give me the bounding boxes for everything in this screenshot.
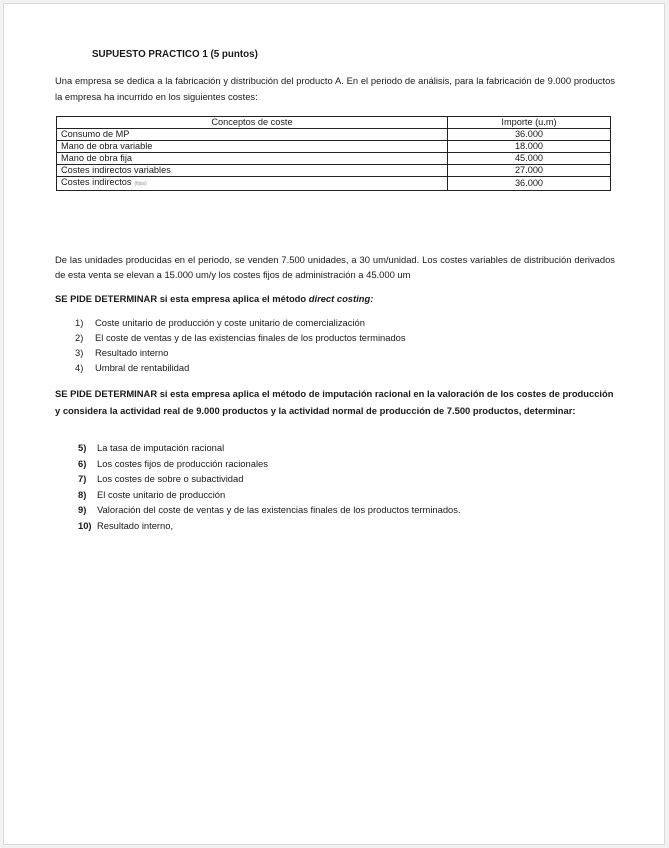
item-text: La tasa de imputación racional (97, 442, 225, 453)
item-number: 7) (78, 473, 87, 484)
section2-heading: SE PIDE DETERMINAR si esta empresa aplica el método de imputación racional en la valoración de los costes de producción y considera la actividad real de 9.000 productos y la actividad normal de producción de 7.500 productos, determinar: (55, 388, 614, 416)
item-text: Los costes de sobre o subactividad (97, 473, 244, 484)
row-amount: 36.000 (448, 177, 611, 191)
section1-heading (55, 293, 373, 306)
section1-heading-text: SE PIDE DETERMINAR si esta empresa aplica el método (55, 293, 309, 304)
table-row (57, 153, 611, 165)
document-page (3, 3, 665, 845)
list-item (78, 487, 461, 503)
item-number: 4) (75, 362, 84, 373)
document-title: SUPUESTO PRACTICO 1 (5 puntos) (92, 49, 258, 60)
row-amount: 36.000 (448, 129, 611, 141)
costs-table (56, 116, 611, 191)
item-number: 10) (78, 519, 92, 531)
item-number: 5) (78, 442, 87, 453)
item-text: Coste unitario de producción y coste unitario de comercialización (95, 317, 365, 328)
sales-paragraph: De las unidades producidas en el periodo, se venden 7.500 unidades, a 30 um/unidad. Los costes variables de distribución derivados de esta venta se elevan a 15.000 um/y los costes fijos de administración a 45.000 um (55, 254, 615, 280)
item-number: 6) (78, 457, 87, 469)
list-item (75, 330, 406, 345)
row-concept: Consumo de MP (57, 129, 448, 141)
item-text: Resultado interno (95, 347, 169, 358)
item-text: Los costes fijos de producción racionales (97, 457, 268, 469)
table-row (57, 129, 611, 141)
list-item (78, 518, 461, 534)
item-number: 8) (78, 488, 87, 500)
item-text: El coste unitario de producción (97, 488, 226, 500)
intro-paragraph: Una empresa se dedica a la fabricación y distribución del producto A. En el periodo de análisis, para la fabricación de 9.000 productos la empresa ha incurrido en los siguientes costes: (55, 75, 615, 102)
item-number: 3) (75, 347, 84, 358)
header-concept: Conceptos de coste (57, 117, 448, 129)
row-amount: 45.000 (448, 153, 611, 165)
header-amount: Importe (u.m) (448, 117, 611, 129)
list-item (75, 315, 406, 330)
row-concept: Mano de obra fija (57, 153, 448, 165)
item-text: Valoración del coste de ventas y de las existencias finales de los productos terminados. (97, 504, 461, 515)
row-concept: Mano de obra variable (57, 141, 448, 153)
table-row (57, 165, 611, 177)
row-concept: Costes indirectos variables (57, 165, 448, 177)
list-item (78, 471, 461, 487)
row-amount: 18.000 (448, 141, 611, 153)
list-item (78, 502, 461, 518)
section1-heading-emphasis: direct costing: (308, 293, 374, 304)
row-concept (57, 177, 448, 191)
row-concept-text: Costes indirectos (61, 177, 132, 187)
item-number: 9) (78, 504, 87, 515)
item-text: Resultado interno, (97, 519, 174, 531)
table-row (57, 177, 611, 191)
section1-list (75, 315, 406, 375)
list-item (78, 440, 461, 456)
list-item (78, 456, 461, 472)
item-number: 2) (75, 332, 84, 343)
table-header-row (57, 117, 611, 129)
row-amount: 27.000 (448, 165, 611, 177)
item-number: 1) (75, 317, 84, 328)
table-row (57, 141, 611, 153)
list-item (75, 345, 406, 360)
item-text: El coste de ventas y de las existencias finales de los productos terminados (95, 332, 406, 343)
item-text: Umbral de rentabilidad (95, 362, 190, 373)
list-item (75, 360, 406, 375)
section2-list (78, 440, 461, 533)
row-concept-note: (fijos) (134, 181, 147, 187)
